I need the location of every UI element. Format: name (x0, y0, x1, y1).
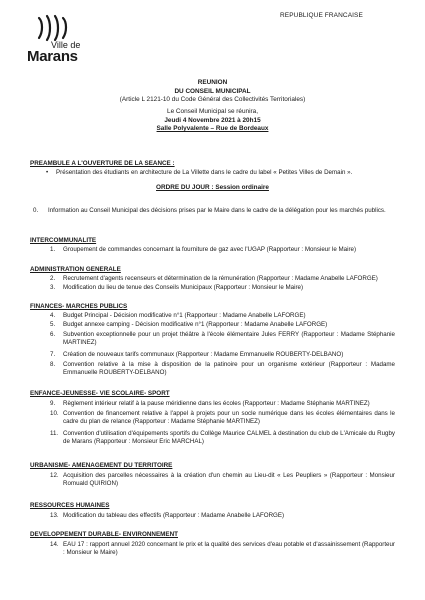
item-text: Recrutement d'agents recenseurs et détermination de la rémunération (Rapporteur : Madame Anabelle LAFORGE) (63, 275, 378, 282)
section-heading-intercommunalite: INTERCOMMUNALITE (30, 237, 97, 244)
item-text: Budget annexe camping - Décision modificative n°1 (Rapporteur : Madame Anabelle LAFORGE) (63, 321, 328, 328)
item-text: Budget Principal - Décision modificative n°1 (Rapporteur : Madame Anabelle LAFORGE) (63, 312, 306, 319)
item-number: 5. (50, 321, 56, 328)
section-heading-enfance: ENFANCE-JEUNESSE- VIE SCOLAIRE- SPORT (30, 390, 170, 397)
bullet-icon: • (46, 169, 49, 176)
item-text: Convention d'utilisation d'équipements sportifs du Collège Maurice CALMEL à destination du club de L'Amicale du Rugby de Marans (Rapporteur : Monsieur Eric MARCHAL) (63, 430, 395, 446)
item-text: Règlement intérieur relatif à la pause méridienne dans les écoles (Rapporteur : Madame Stéphanie MARTINEZ) (63, 400, 370, 407)
agenda-title: ORDRE DU JOUR : Session ordinaire (156, 184, 269, 191)
item-number: 10. (50, 410, 59, 417)
item-text: Subvention exceptionnelle pour un projet théâtre à l'école élémentaire Jules FERRY (Rapporteur : Madame Stéphanie MARTINEZ) (63, 331, 395, 347)
item-number: 1. (50, 246, 56, 253)
agenda-item (50, 410, 395, 428)
logo-ville-text: Ville de (51, 40, 81, 50)
logo-marans-text: Marans (27, 48, 78, 65)
section-heading-rh: RESSOURCES HUMAINES (30, 502, 110, 509)
item-text: Modification du tableau des effectifs (Rapporteur : Madame Anabelle LAFORGE) (63, 512, 285, 519)
title-line-3: (Article L 2121-10 du Code Général des Collectivités Territoriales) (119, 96, 306, 104)
section-heading-urbanisme: URBANISME- AMENAGEMENT DU TERRITOIRE (30, 462, 173, 469)
agenda-item (50, 331, 395, 349)
item-number: 3. (50, 284, 56, 291)
item-text: EAU 17 : rapport annuel 2020 concernant le prix et la qualité des services d'eau potable et d'assainissement (Rapporteur : Monsieur le Maire) (63, 541, 395, 557)
title-block (0, 79, 425, 105)
preamble-heading: PREAMBULE A L'OUVERTURE DE LA SEANCE : (30, 160, 175, 167)
item-text: Convention relative à la mise à disposition de la patinoire pour un organisme extérieur (Rapporteur : Madame Emmanuelle ROUBERTY-DELBANO) (63, 361, 395, 377)
title-line-2: DU CONSEIL MUNICIPAL (174, 87, 251, 95)
item-text: Information au Conseil Municipal des décisions prises par le Maire dans le cadre de la délégation pour les marchés publics. (48, 207, 386, 214)
meeting-location: Salle Polyvalente – Rue de Bordeaux (156, 125, 269, 133)
meeting-line-1: Le Conseil Municipal se réunira, (167, 108, 258, 115)
section-heading-administration: ADMINISTRATION GENERALE (30, 266, 121, 273)
item-number: 7. (50, 351, 56, 358)
item-text: Groupement de commandes concernant la fourniture de gaz avec l'UGAP (Rapporteur : Monsieur le Maire) (63, 246, 357, 253)
item-text: Modification du lieu de tenue des Conseils Municipaux (Rapporteur : Monsieur le Maire) (63, 284, 304, 291)
city-logo-icon (33, 14, 73, 42)
agenda-item (33, 207, 395, 225)
title-line-1: REUNION (197, 79, 228, 86)
item-number: 12. (50, 472, 59, 479)
item-number: 14. (50, 541, 59, 548)
item-text: Convention de financement relative à l'appel à projets pour un socle numérique dans les écoles élémentaires dans le cadre du plan de relance (Rapporteur : Madame Stéphanie MARTINEZ) (63, 410, 395, 426)
item-number: 9. (50, 400, 56, 407)
agenda-item (50, 472, 395, 490)
section-heading-finances: FINANCES- MARCHES PUBLICS (30, 303, 128, 310)
item-text: Création de nouveaux tarifs communaux (Rapporteur : Madame Emmanuelle ROUBERTY-DELBANO) (63, 351, 344, 358)
preamble-text: Présentation des étudiants en architecture de La Villette dans le cadre du label « Petites Villes de Demain ». (56, 169, 353, 176)
meeting-block (0, 108, 425, 134)
meeting-date: Jeudi 4 Novembre 2021 à 20h15 (164, 116, 261, 124)
item-number: 0. (33, 207, 39, 214)
item-text: Acquisition des parcelles nécessaires à la création d'un chemin au Lieu-dit « Les Peupliers » (Rapporteur : Monsieur Romuald QUIRION) (63, 472, 395, 488)
republique-header: REPUBLIQUE FRANCAISE (280, 12, 363, 19)
item-number: 8. (50, 361, 56, 368)
item-number: 13. (50, 512, 59, 519)
item-number: 11. (50, 430, 59, 437)
agenda-item (50, 361, 395, 379)
agenda-item (50, 541, 395, 559)
section-heading-developpement: DEVELOPPEMENT DURABLE- ENVIRONNEMENT (30, 531, 178, 538)
agenda-item (50, 430, 395, 448)
item-number: 2. (50, 275, 56, 282)
item-number: 6. (50, 331, 56, 338)
item-number: 4. (50, 312, 56, 319)
